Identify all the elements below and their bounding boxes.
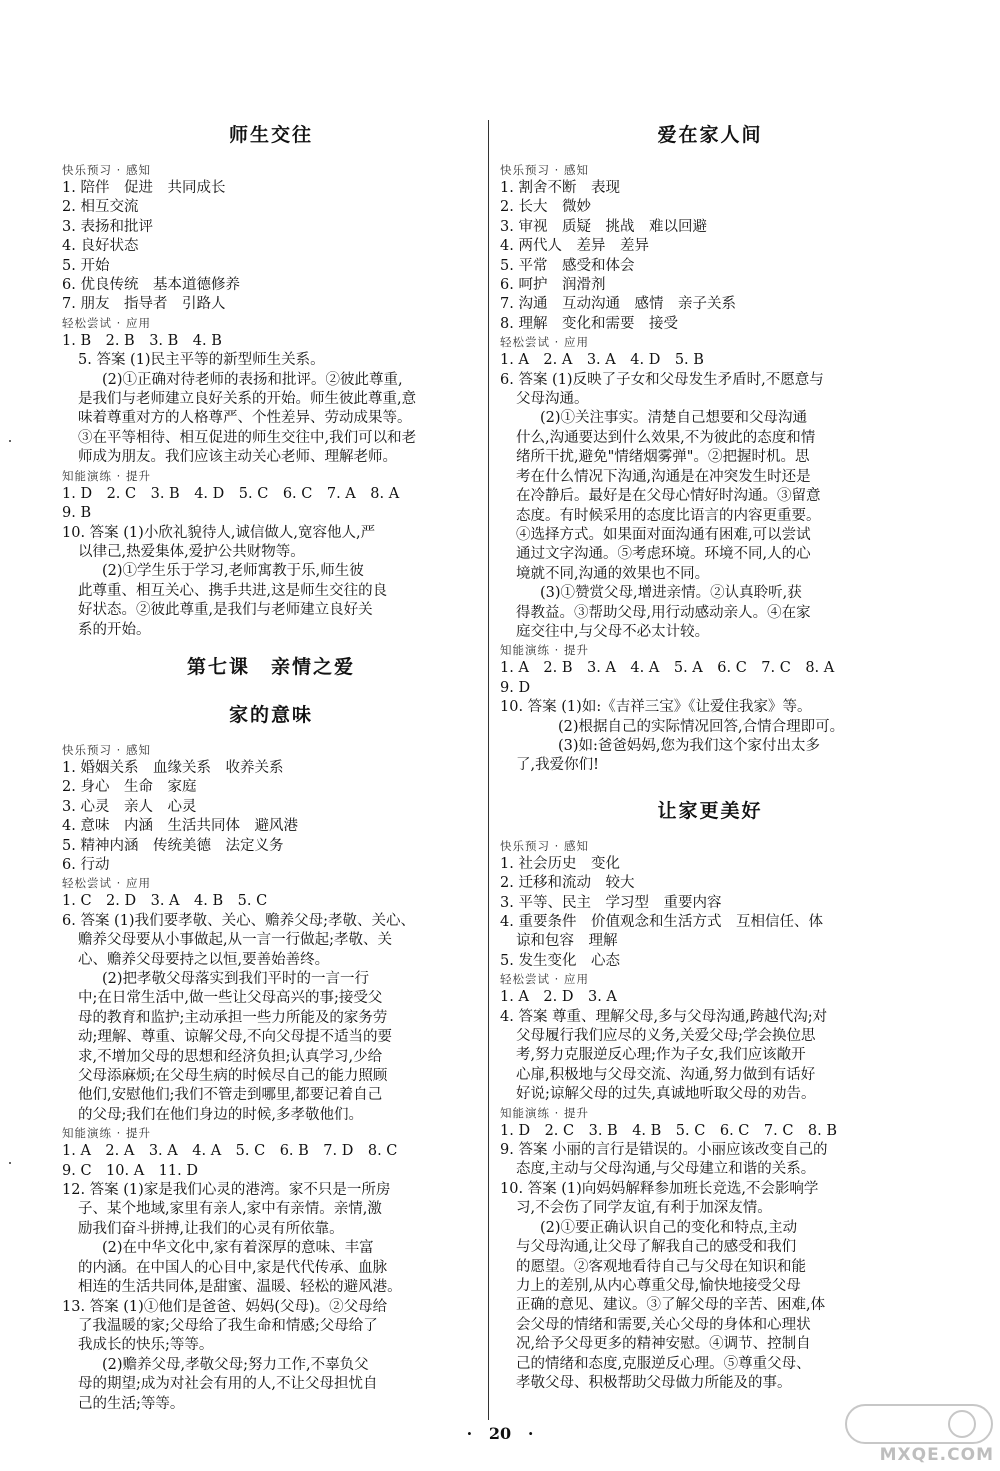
answer-line: (3)如:爸爸妈妈,您为我们这个家付出太多	[558, 737, 821, 754]
lesson-title: 第七课 亲情之爱	[186, 655, 355, 678]
exercise-section-label: 快乐预习 · 感知	[500, 838, 589, 853]
answer-line: 2. 长大 微妙	[500, 199, 591, 216]
exercise-section-label: 知能演练 · 提升	[500, 643, 589, 658]
answer-line: 孝敬父母、积极帮助父母做力所能及的事。	[516, 1374, 792, 1391]
answer-line: 1. A 2. D 3. A	[500, 989, 617, 1006]
exercise-section-label: 知能演练 · 提升	[62, 468, 151, 483]
answer-line: 心扉,积极地与父母交流、沟通,努力做到有话好	[516, 1066, 816, 1083]
answer-line: 1. A 2. A 3. A 4. D 5. B	[500, 352, 704, 369]
answer-line: 2. 相互交流	[62, 199, 139, 216]
answer-line: 得教益。③帮助父母,用行动感动亲人。④在家	[516, 604, 811, 621]
answer-line: 己的情绪和态度,克服逆反心理。⑤尊重父母、	[516, 1355, 811, 1372]
answer-line: ③在平等相待、相互促进的师生交往中,我们可以和老	[78, 429, 417, 446]
answer-line: (2)根据自己的实际情况回答,合情合理即可。	[558, 718, 845, 735]
exercise-section-label: 轻松尝试 · 应用	[62, 876, 151, 891]
answer-line: 考,努力克服逆反心理;作为子女,我们应该敞开	[516, 1047, 806, 1064]
section-title: 家的意味	[228, 703, 313, 726]
answer-line: 境就不同,沟通的效果也不同。	[516, 565, 710, 582]
left-column	[62, 118, 480, 1414]
answer-line: 与父母沟通,让父母了解我自己的感受和我们	[516, 1239, 797, 1256]
answer-line: 1. 陪伴 促进 共同成长	[62, 180, 226, 196]
answer-line: 2. 身心 生命 家庭	[62, 779, 197, 796]
answer-line: 心、赡养父母要持之以恒,要善始善终。	[78, 951, 330, 968]
answer-line: 我成长的快乐;等等。	[78, 1337, 214, 1354]
answer-line: 系的开始。	[78, 621, 151, 638]
answer-line: 什么,沟通要达到什么效果,不为彼此的态度和情	[516, 429, 816, 446]
answer-line: 2. 迁移和流动 较大	[500, 875, 635, 892]
answer-line: 4. 两代人 差异 差异	[500, 238, 649, 255]
answer-line: 是我们与老师建立良好关系的开始。师生彼此尊重,意	[78, 391, 417, 408]
answer-line: 了我温暖的家;父母给了我生命和情感;父母给了	[78, 1317, 378, 1334]
answer-line: 励我们奋斗拼搏,让我们的心灵有所依靠。	[78, 1220, 344, 1237]
answer-line: 1. C 2. D 3. A 4. B 5. C	[62, 893, 268, 910]
answer-line: 4. 良好状态	[62, 238, 139, 255]
answer-line: 态度。有时候采用的态度比语言的内容更重要。	[516, 507, 821, 524]
answer-line: 1. B 2. B 3. B 4. B	[62, 332, 222, 349]
answer-line: 好说;谅解父母的过失,真诚地听取父母的劝告。	[516, 1086, 816, 1103]
answer-line: 4. 重要条件 价值观念和生活方式 互相信任、体	[500, 914, 823, 930]
section-title: 师生交往	[228, 124, 313, 146]
answer-line: 味着尊重对方的人格尊严、个性差异、劳动成果等。	[78, 410, 412, 427]
answer-line: 绪所干扰,避免"情绪烟雾弹"。②把握时机。思	[516, 449, 810, 466]
answer-line: 庭交往中,与父母不必太计较。	[516, 623, 710, 640]
right-column	[500, 118, 920, 1393]
answer-line: 1. 割舍不断 表现	[500, 180, 620, 196]
watermark-logo	[844, 1403, 994, 1465]
answer-line: 的父母;我们在他们身边的时候,多孝敬他们。	[78, 1106, 363, 1123]
answer-line: 求,不增加父母的思想和经济负担;认真学习,少给	[78, 1048, 383, 1065]
answer-line: 1. A 2. B 3. A 4. A 5. A 6. C 7. C 8. A	[500, 660, 835, 677]
answer-line: (2)①正确对待老师的表扬和批评。②彼此尊重,	[102, 371, 403, 388]
answer-line: 父母沟通。	[516, 391, 589, 408]
answer-line: 1. D 2. C 3. B 4. D 5. C 6. C 7. A 8. A	[62, 485, 400, 502]
exercise-section-label: 快乐预习 · 感知	[500, 163, 589, 177]
answer-line: (2)①关注事实。清楚自己想要和父母沟通	[540, 410, 808, 427]
answer-line: 1. D 2. C 3. B 4. B 5. C 6. C 7. C 8. B	[500, 1122, 838, 1139]
answer-line: 此尊重、相互关心、携手共进,这是师生交往的良	[78, 582, 388, 599]
answer-line: 态度,主动与父母沟通,与父母建立和谐的关系。	[516, 1161, 816, 1178]
answer-line: 6. 答案 (1)反映了子女和父母发生矛盾时,不愿意与	[500, 371, 824, 388]
answer-line: 的内涵。在中国人的心目中,家是代代传承、血脉	[78, 1259, 388, 1276]
answer-line: 6. 行动	[62, 856, 110, 873]
margin-dot	[9, 440, 11, 442]
answer-line: (2)把孝敬父母落实到我们平时的一言一行	[102, 971, 370, 987]
exercise-section-label: 轻松尝试 · 应用	[500, 972, 589, 987]
answer-line: 5. 精神内涵 传统美德 法定义务	[62, 837, 284, 854]
exercise-section-label: 快乐预习 · 感知	[62, 742, 151, 757]
answer-line: 5. 答案 (1)民主平等的新型师生关系。	[78, 352, 325, 369]
exercise-section-label: 知能演练 · 提升	[500, 1105, 589, 1120]
answer-line: 3. 心灵 亲人 心灵	[62, 798, 197, 815]
answer-line: 正确的意见、建议。③了解父母的辛苦、困难,体	[516, 1297, 826, 1314]
answer-line: 6. 优良传统 基本道德修养	[62, 277, 240, 294]
answer-line: 赡养父母要从小事做起,从一言一行做起;孝敬、关	[78, 932, 392, 949]
answer-line: 6. 呵护 润滑剂	[500, 277, 606, 294]
answer-line: 相连的生活共同体,是甜蜜、温暖、轻松的避风港。	[78, 1279, 402, 1296]
answer-line: 1. 社会历史 变化	[500, 855, 620, 872]
answer-line: 13. 答案 (1)①他们是爸爸、妈妈(父母)。②父母给	[62, 1298, 388, 1315]
exercise-section-label: 轻松尝试 · 应用	[500, 335, 589, 350]
answer-line: 好状态。②彼此尊重,是我们与老师建立良好关	[78, 602, 373, 619]
answer-line: 9. D	[500, 679, 531, 696]
answer-line: 1. A 2. A 3. A 4. A 5. C 6. B 7. D 8. C	[62, 1143, 398, 1160]
answer-line: ④选择方式。如果面对面沟通有困难,可以尝试	[516, 526, 811, 543]
answer-line: 5. 平常 感受和体会	[500, 257, 635, 274]
exercise-section-label: 知能演练 · 提升	[62, 1126, 151, 1141]
answer-line: (2)在中华文化中,家有着深厚的意味、丰富	[102, 1240, 374, 1257]
answer-line: 10. 答案 (1)小欣礼貌待人,诚信做人,宽容他人,严	[62, 524, 376, 541]
answer-line: 己的生活;等等。	[78, 1395, 185, 1412]
answer-line: 4. 答案 尊重、理解父母,多与父母沟通,跨越代沟;对	[500, 1008, 828, 1025]
answer-line: 8. 理解 变化和需要 接受	[500, 315, 678, 332]
watermark-badge-icon	[844, 1403, 994, 1445]
answer-line: 习,不会伤了同学友谊,有利于加深友情。	[516, 1200, 772, 1217]
answer-line: 9. 答案 小丽的言行是错误的。小丽应该改变自己的	[500, 1142, 828, 1159]
answer-line: 通过文字沟通。⑤考虑环境。环境不同,人的心	[516, 546, 811, 563]
answer-line: 4. 意味 内涵 生活共同体 避风港	[62, 818, 298, 835]
answer-line: 7. 沟通 互动沟通 感情 亲子关系	[500, 296, 736, 313]
answer-line: (2)①要正确认识自己的变化和特点,主动	[540, 1219, 798, 1236]
answer-line: 父母履行我们应尽的义务,关爱父母;学会换位思	[516, 1028, 816, 1045]
answer-line: 中;在日常生活中,做一些让父母高兴的事;接受父	[78, 990, 383, 1007]
answer-line: 12. 答案 (1)家是我们心灵的港湾。家不只是一所房	[62, 1182, 391, 1199]
answer-line: 母的教育和监护;主动承担一些力所能及的家务劳	[78, 1009, 388, 1026]
margin-dot	[9, 1162, 11, 1164]
section-title: 让家更美好	[657, 799, 763, 822]
answer-line: 况,给予父母更多的精神安慰。④调节、控制自	[516, 1336, 811, 1353]
answer-line: 5. 开始	[62, 257, 110, 274]
answer-line: 动;理解、尊重、谅解父母,不向父母提不适当的要	[78, 1029, 392, 1046]
answer-line: (3)①赞赏父母,增进亲情。②认真聆听,获	[540, 585, 802, 602]
answer-line: 9. B	[62, 505, 92, 522]
answer-line: 1. 婚姻关系 血缘关系 收养关系	[62, 759, 284, 776]
answer-line: 力上的差别,从内心尊重父母,愉快地接受父母	[516, 1277, 801, 1294]
answer-line: 6. 答案 (1)我们要孝敬、关心、赡养父母;孝敬、关心、	[62, 912, 415, 929]
answer-line: 以律己,热爱集体,爱护公共财物等。	[78, 543, 305, 560]
answer-line: 在冷静后。最好是在父母心情好时沟通。③留意	[516, 488, 821, 505]
answer-line: 母的期望;成为对社会有用的人,不让父母担忧自	[78, 1376, 378, 1393]
answer-line: 10. 答案 (1)向妈妈解释参加班长竞选,不会影响学	[500, 1180, 819, 1197]
answer-line: 3. 表扬和批评	[62, 218, 153, 235]
answer-line: 了,我爱你们!	[516, 757, 599, 774]
answer-line: (2)赡养父母,孝敬父母;努力工作,不辜负父	[102, 1356, 369, 1373]
answer-line: 会父母的情绪和需要,关心父母的身体和心理状	[516, 1316, 811, 1333]
answer-line: 5. 发生变化 心态	[500, 952, 620, 969]
answer-line: 谅和包容 理解	[516, 933, 618, 950]
answer-line: 7. 朋友 指导者 引路人	[62, 296, 226, 313]
answer-line: (2)①学生乐于学习,老师寓教于乐,师生彼	[102, 563, 364, 580]
answer-line: 子、某个地域,家里有亲人,家中有亲情。亲情,激	[78, 1201, 382, 1218]
answer-line: 的愿望。②客观地看待自己与父母在知识和能	[516, 1258, 806, 1275]
column-divider	[488, 120, 489, 1420]
section-title: 爱在家人间	[657, 124, 763, 146]
page-number: · 20 ·	[466, 1424, 534, 1443]
exercise-section-label: 快乐预习 · 感知	[62, 163, 151, 177]
watermark-url: MXQE.COM	[879, 1445, 994, 1465]
answer-line: 师成为朋友。我们应该主动关心老师、理解老师。	[78, 449, 397, 466]
answer-line: 3. 审视 质疑 挑战 难以回避	[500, 218, 707, 235]
answer-line: 9. C 10. A 11. D	[62, 1162, 198, 1179]
answer-line: 考在什么情况下沟通,沟通是在冲突发生时还是	[516, 468, 811, 485]
answer-line: 10. 答案 (1)如:《吉祥三宝》《让爱住我家》等。	[500, 699, 812, 716]
answer-line: 3. 平等、民主 学习型 重要内容	[500, 894, 722, 911]
exercise-section-label: 轻松尝试 · 应用	[62, 315, 151, 330]
answer-line: 父母添麻烦;在父母生病的时候尽自己的能力照顾	[78, 1068, 388, 1085]
answer-line: 他们,安慰他们;我们不管走到哪里,都要记着自己	[78, 1087, 383, 1104]
